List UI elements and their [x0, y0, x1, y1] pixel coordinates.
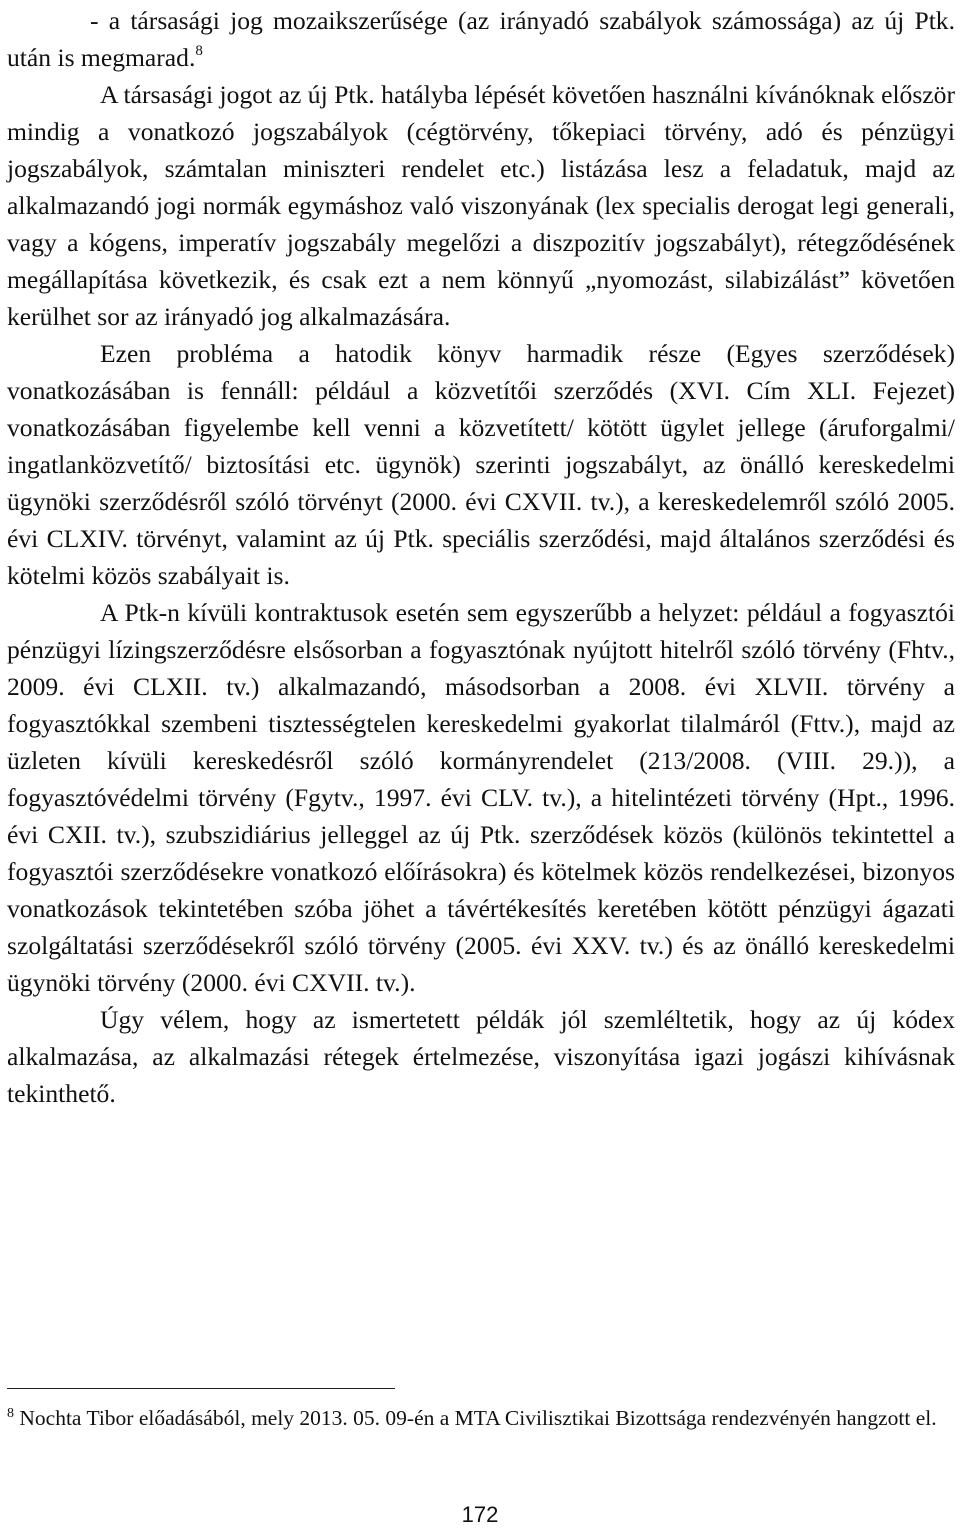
page-number: 172 — [461, 1502, 499, 1527]
paragraph-4: A Ptk-n kívüli kontraktusok esetén sem egyszerűbb a helyzet: például a fogyasztói pénzügyi lízingszerződésre elsősorban a fogyasztónak nyújtott hitelről szóló törvény (Fhtv., 2009. évi CLXII. tv.) alkalmazandó, másodsorban a 2008. évi XLVII. törvény a fogyasztókkal szembeni tisztességtelen kereskedelmi gyakorlat tilalmáról (Fttv.), majd az üzleten kívüli kereskedésről szóló kormányrendelet (213/2008. (VIII. 29.)), a fogyasztóvédelmi törvény (Fgytv., 1997. évi CLV. tv.), a hitelintézeti törvény (Hpt., 1996. évi CXII. tv.), szubszidiárius jelleggel az új Ptk. szerződések közös (különös tekintettel a fogyasztói szerződésekre vonatkozó előírásokra) és kötelmek közös rendelkezései, bizonyos vonatkozások tekintetében szóba jöhet a távértékesítés keretében kötött pénzügyi ágazati szolgáltatási szerződésekről szóló törvény (2005. évi XXV. tv.) és az önálló kereskedelmi ügynöki törvény (2000. évi CXVII. tv.). — [7, 598, 955, 997]
footnote-separator — [7, 1388, 395, 1389]
footnote-text: Nochta Tibor előadásából, mely 2013. 05. 09-én a MTA Civilisztikai Bizottsága rendezvényén hangzott el. — [19, 1406, 937, 1430]
footnote-8 — [7, 1402, 955, 1434]
footnote-reference-8[interactable]: 8 — [195, 43, 203, 59]
paragraph-1-text: - a társasági jog mozaikszerűsége (az irányadó szabályok számossága) az új Ptk. után is megmarad. — [7, 6, 955, 72]
footnote-number: 8 — [7, 1406, 14, 1421]
paragraph-3: Ezen probléma a hatodik könyv harmadik része (Egyes szerződések) vonatkozásában is fennáll: például a közvetítői szerződés (XVI. Cím XLI. Fejezet) vonatkozásában figyelembe kell venni a közvetített/ kötött ügylet jellege (áruforgalmi/ ingatlanközvetítő/ biztosítási etc. ügynök) szerinti jogszabályt, az önálló kereskedelmi ügynöki szerződésről szóló törvényt (2000. évi CXVII. tv.), a kereskedelemről szóló 2005. évi CLXIV. törvényt, valamint az új Ptk. speciális szerződési, majd általános szerződési és kötelmi közös szabályait is. — [7, 339, 955, 590]
body-text — [7, 2, 955, 1112]
paragraph-1 — [7, 2, 955, 76]
paragraph-5: Úgy vélem, hogy az ismertetett példák jól szemléltetik, hogy az új kódex alkalmazása, az alkalmazási rétegek értelmezése, viszonyítása igazi jogászi kihívásnak tekinthető. — [7, 1005, 955, 1108]
page-content — [7, 2, 955, 1112]
paragraph-2: A társasági jogot az új Ptk. hatályba lépését követően használni kívánóknak először mindig a vonatkozó jogszabályok (cégtörvény, tőkepiaci törvény, adó és pénzügyi jogszabályok, számtalan miniszteri rendelet etc.) listázása lesz a feladatuk, majd az alkalmazandó jogi normák egymáshoz való viszonyának (lex specialis derogat legi generali, vagy a kógens, imperatív jogszabály megelőzi a diszpozitív jogszabályt), rétegződésének megállapítása következik, és csak ezt a nem könnyű „nyomozást, silabizálást” követően kerülhet sor az irányadó jog alkalmazására. — [7, 80, 955, 331]
